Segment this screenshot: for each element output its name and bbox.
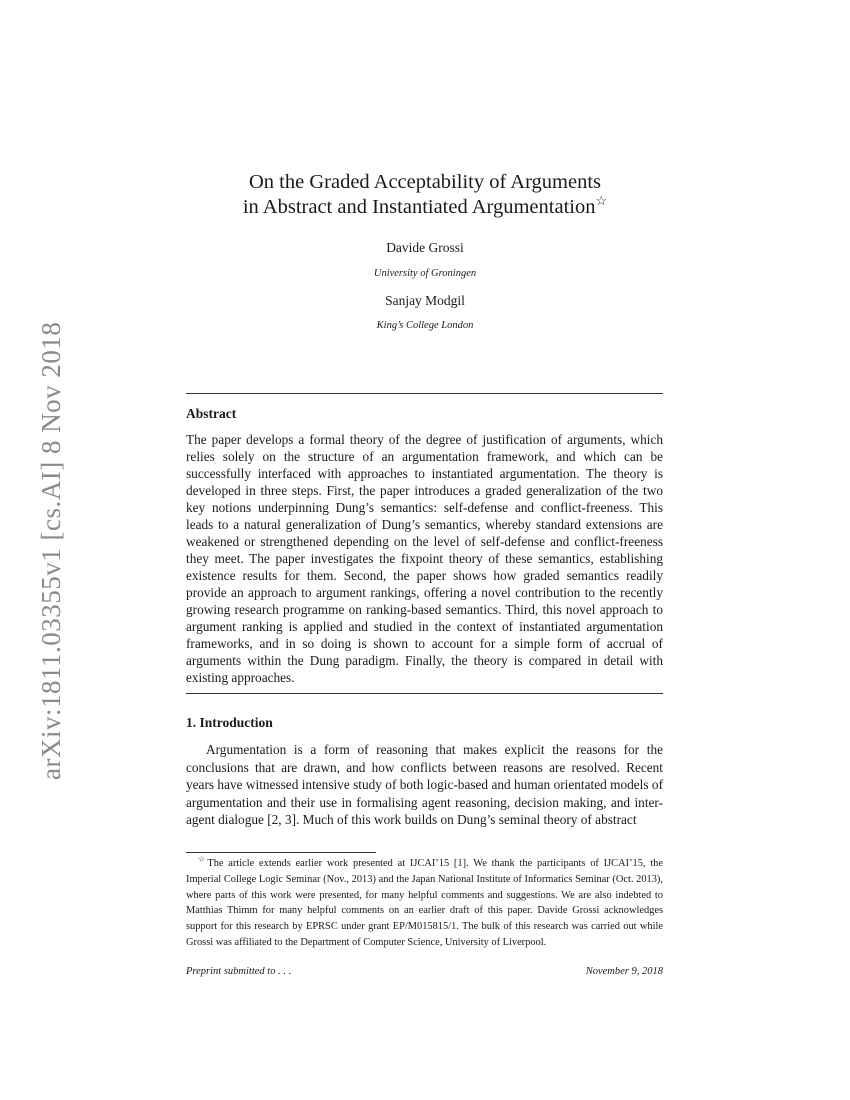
abstract-top-rule (186, 393, 663, 394)
section-heading: 1. Introduction (186, 715, 273, 730)
arxiv-side-stamp: arXiv:1811.03355v1 [cs.AI] 8 Nov 2018 (36, 321, 66, 780)
title-line-2 (150, 195, 700, 220)
paper-title (150, 170, 700, 220)
title-line-2-text: in Abstract and Instantiated Argumentation (242, 196, 596, 218)
abstract-bottom-rule (186, 693, 663, 694)
author-affiliation: University of Groningen (373, 268, 477, 279)
author-name: Sanjay Modgil (385, 293, 465, 308)
footnote-text: The article extends earlier work presented at IJCAI’15 [1]. We thank the participants of IJCAI’15, the Imperial College Logic Seminar (Nov., 2013) and the Japan National Institute of Informatics Seminar (Oct. 2013), where parts of this work were presented, for many helpful comments and suggestions. We are also indebted to Matthias Thimm for many helpful comments on an earlier draft of this paper. Davide Grossi acknowledges support for this research by EPRSC under grant EP/M015815/1. The bulk of this research was carried out while Grossi was affiliated to the Department of Computer Science, University of Liverpool. (186, 858, 663, 948)
introduction-paragraph: Argumentation is a form of reasoning that makes explicit the reasons for the conclusions that are drawn, and how conflicts between reasons are resolved. Recent years have witnessed intensive study of both logic-based and human orientated models of argumentation and their use in formalising agent reasoning, decision making, and inter-agent dialogue [2, 3]. Much of this work builds on Dung’s seminal theory of abstract (186, 742, 663, 827)
footnote-rule (186, 852, 376, 853)
footnote (186, 856, 663, 951)
page-date: November 9, 2018 (585, 966, 663, 977)
title-line-1: On the Graded Acceptability of Arguments (248, 171, 602, 193)
title-footnote-marker[interactable]: ☆ (595, 193, 608, 209)
author-name: Davide Grossi (386, 240, 464, 255)
abstract-text: The paper develops a formal theory of the degree of justification of arguments, which relies solely on the structure of an argumentation framework, and which can be successfully interfaced with approaches to instantiated argumentation. The theory is developed in three steps. First, the paper introduces a graded generalization of the two key notions underpinning Dung’s semantics: self-defense and conflict-freeness. This leads to a natural generalization of Dung’s semantics, whereby standard extensions are weakened or strengthened depending on the level of self-defense and conflict-freeness they meet. The paper investigates the fixpoint theory of these semantics, establishing existence results for them. Second, the paper shows how graded semantics readily provide an approach to argument rankings, offering a novel contribution to the recently growing research programme on ranking-based semantics. Third, this novel approach to argument ranking is applied and studied in the context of instantiated argumentation frameworks, and in so doing is shown to account for a simple form of accrual of arguments within the Dung paradigm. Finally, the theory is compared in detail with existing approaches. (186, 432, 663, 685)
author-affiliation: King’s College London (376, 320, 474, 331)
footnote-marker: ☆ (198, 854, 208, 864)
preprint-note: Preprint submitted to . . . (186, 966, 292, 977)
abstract-heading: Abstract (186, 406, 237, 421)
